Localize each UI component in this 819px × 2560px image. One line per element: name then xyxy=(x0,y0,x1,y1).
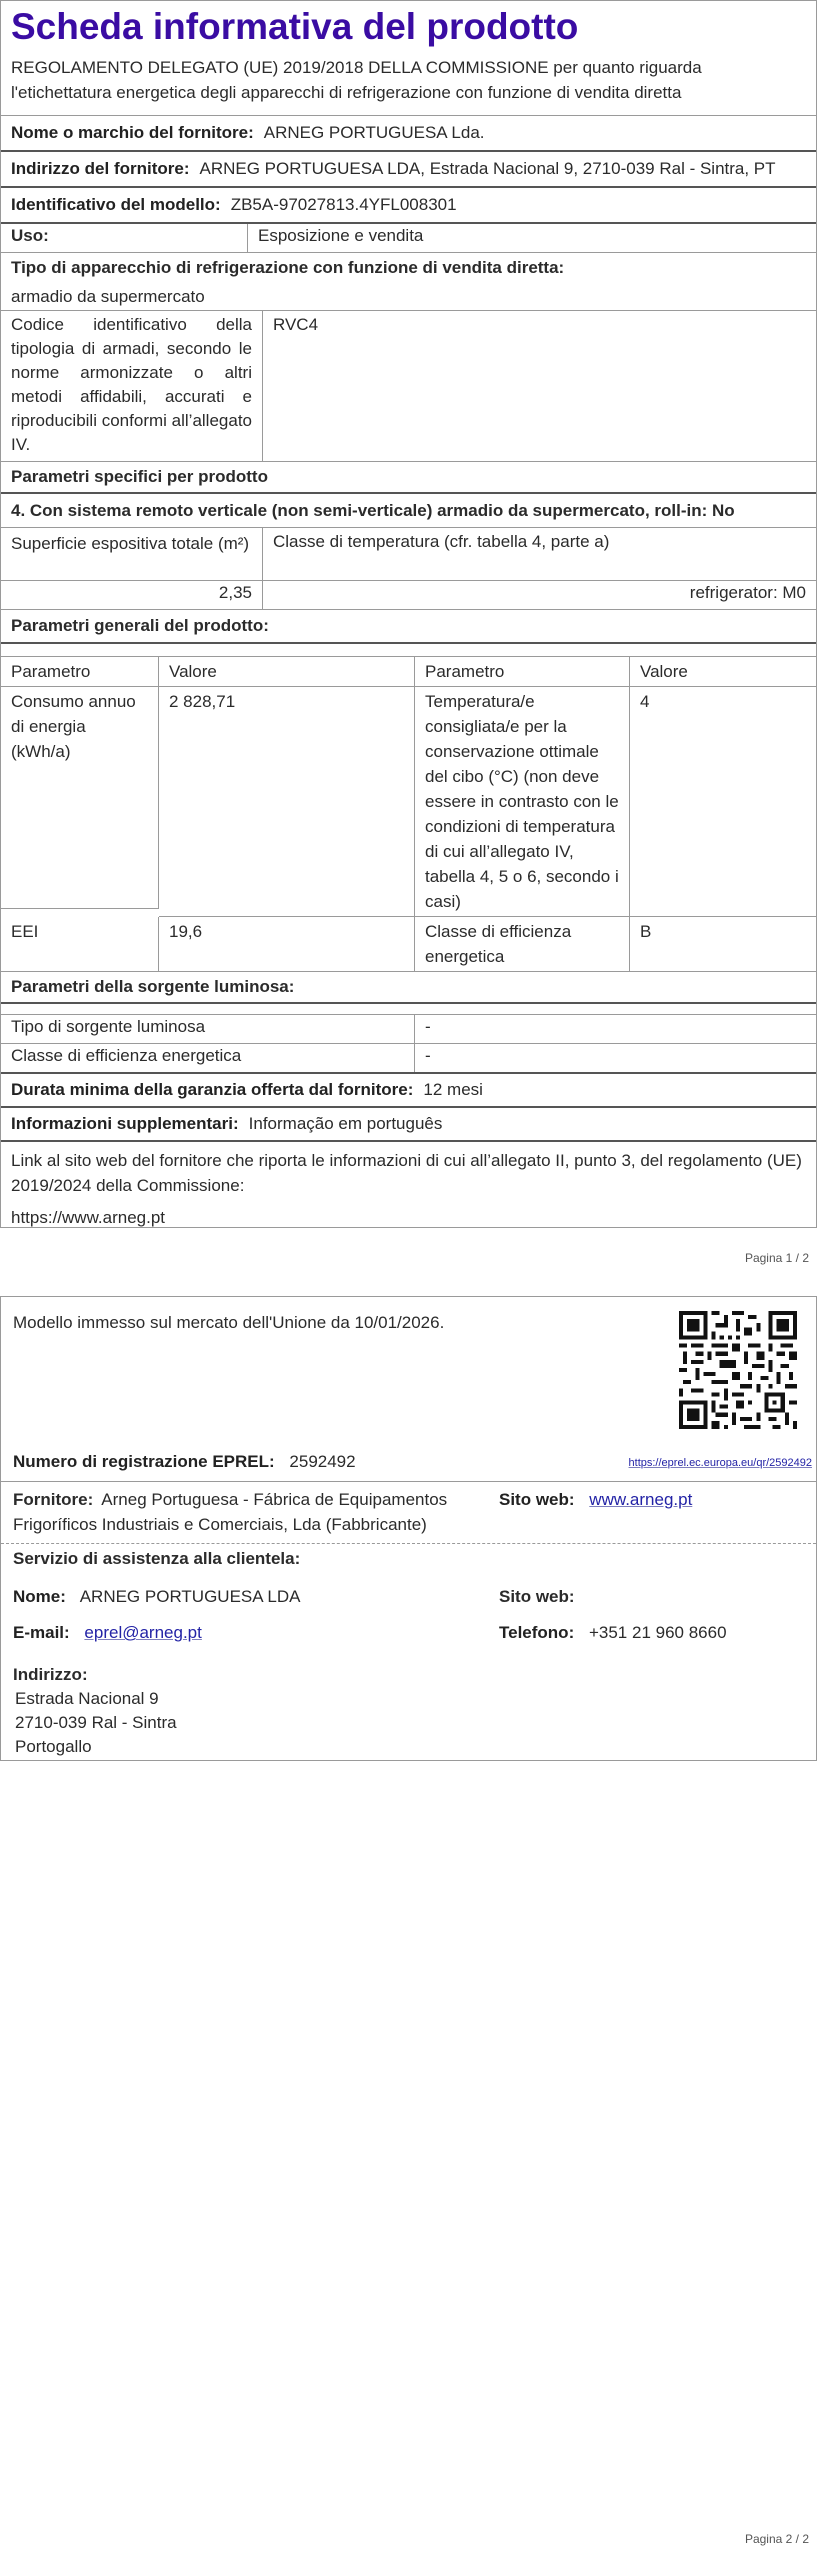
light-params-label: Parametri della sorgente luminosa: xyxy=(11,977,295,996)
address-label: Indirizzo: xyxy=(13,1665,88,1684)
light-class-row xyxy=(1,1044,816,1074)
page-number: Pagina 1 / 2 xyxy=(744,1251,809,1265)
regulation-intro: REGOLAMENTO DELEGATO (UE) 2019/2018 DELLA COMMISSIONE per quanto riguarda l'etichettatura energetica degli apparecchi di refrigerazione con funzione di vendita diretta xyxy=(1,49,816,116)
eei-label: EEI xyxy=(1,917,159,971)
extra-info-value: Informação em português xyxy=(248,1114,443,1133)
light-type-row xyxy=(1,1015,816,1044)
email-row xyxy=(13,1623,202,1643)
eei-value: 19,6 xyxy=(159,917,415,971)
eprel-row xyxy=(13,1452,356,1472)
model-value: ZB5A-97027813.4YFL008301 xyxy=(230,195,457,214)
name-value: ARNEG PORTUGUESA LDA xyxy=(79,1587,301,1606)
product-sheet-page-1 xyxy=(0,0,817,1228)
phone-value: +351 21 960 8660 xyxy=(588,1623,727,1642)
phone-label: Telefono: xyxy=(499,1623,575,1642)
qr-code[interactable] xyxy=(679,1311,797,1429)
temperature-label: Temperatura/e consigliata/e per la conservazione ottimale del cibo (°C) (non deve essere in contrasto con le condizioni di temperatura di cui all’allegato IV, tabella 4, 5 o 6, secondo i casi) xyxy=(415,687,630,917)
site-link[interactable]: www.arneg.pt xyxy=(589,1490,693,1509)
cabinet-code-value: RVC4 xyxy=(273,315,319,334)
eprel-label: Numero di registrazione EPREL: xyxy=(13,1452,275,1471)
efficiency-class-label: Classe di efficienza energetica xyxy=(415,917,630,971)
service-heading xyxy=(13,1549,300,1569)
supplier-block xyxy=(13,1487,491,1537)
website-text: Link al sito web del fornitore che riporta le informazioni di cui all’allegato II, punto 3, del regolamento (UE) 2019/2024 della Commissione: xyxy=(11,1151,802,1195)
table-header: Parametro xyxy=(1,657,159,687)
general-params-row xyxy=(1,610,816,644)
eprel-link[interactable]: https://eprel.ec.europa.eu/qr/2592492 xyxy=(628,1457,812,1469)
appliance-type-value: armadio da supermercato xyxy=(11,286,205,306)
table-header: Parametro xyxy=(415,657,630,687)
extra-info-row xyxy=(1,1108,816,1142)
warranty-label: Durata minima della garanzia offerta dal fornitore: xyxy=(11,1080,414,1099)
service-site-label: Sito web: xyxy=(499,1587,575,1606)
supplier-value: Arneg Portuguesa - Fábrica de Equipamentos Frigoríficos Industriais e Comerciais, Lda (Fabbricante) xyxy=(13,1490,448,1534)
email-label: E-mail: xyxy=(13,1623,70,1642)
model-row xyxy=(1,188,816,224)
appliance-type-label: Tipo di apparecchio di refrigerazione con funzione di vendita diretta: xyxy=(11,258,565,277)
appliance-type-label-row xyxy=(1,253,816,283)
temp-class-label: Classe di temperatura (cfr. tabella 4, parte a) xyxy=(273,532,610,551)
warranty-row xyxy=(1,1074,816,1108)
light-params-row xyxy=(1,972,816,1004)
name-label: Nome: xyxy=(13,1587,66,1606)
service-name-row xyxy=(13,1587,300,1607)
cabinet-code-row xyxy=(1,311,816,462)
table-header: Valore xyxy=(630,657,816,687)
eprel-value: 2592492 xyxy=(289,1452,356,1471)
market-text: Modello immesso sul mercato dell'Unione da 10/01/2026. xyxy=(13,1313,445,1332)
specific-params-row xyxy=(1,462,816,494)
table-header: Valore xyxy=(159,657,415,687)
warranty-value: 12 mesi xyxy=(423,1080,483,1099)
specific-params-label: Parametri specifici per prodotto xyxy=(11,467,268,486)
supplier-address-row xyxy=(1,152,816,188)
supplier-address-label: Indirizzo del fornitore: xyxy=(11,159,190,178)
light-class-value: - xyxy=(425,1046,431,1065)
temp-class-value: refrigerator: M0 xyxy=(689,583,806,602)
address-line: Portogallo xyxy=(15,1737,92,1756)
energy-label: Consumo annuo di energia (kWh/a) xyxy=(1,687,159,909)
address-line: 2710-039 Ral - Sintra xyxy=(15,1713,177,1732)
remote-system-label: 4. Con sistema remoto verticale (non semi-verticale) armadio da supermercato, roll-in: No xyxy=(11,500,735,520)
website-url: https://www.arneg.pt xyxy=(11,1208,166,1227)
use-row xyxy=(1,224,816,253)
site-block xyxy=(499,1487,692,1512)
appliance-type-value-row xyxy=(1,283,816,311)
energy-value: 2 828,71 xyxy=(159,687,415,917)
display-area-value: 2,35 xyxy=(1,581,263,609)
display-area-header-row xyxy=(1,528,816,581)
address-line: Estrada Nacional 9 xyxy=(15,1689,159,1708)
model-label: Identificativo del modello: xyxy=(11,195,221,214)
supplier-name-row xyxy=(1,116,816,152)
temperature-value: 4 xyxy=(630,687,816,917)
page-number: Pagina 2 / 2 xyxy=(744,2532,809,2546)
use-label: Uso: xyxy=(11,226,49,245)
service-label: Servizio di assistenza alla clientela: xyxy=(13,1549,301,1568)
supplier-address-value: ARNEG PORTUGUESA LDA, Estrada Nacional 9, 2710-039 Ral - Sintra, PT xyxy=(199,159,776,178)
page-title: Scheda informativa del prodotto xyxy=(11,6,579,47)
email-link[interactable]: eprel@arneg.pt xyxy=(84,1623,202,1642)
service-site-row xyxy=(499,1587,575,1607)
supplier-name-label: Nome o marchio del fornitore: xyxy=(11,123,254,142)
product-sheet-page-2 xyxy=(0,1296,817,1761)
supplier-name-value: ARNEG PORTUGUESA Lda. xyxy=(263,123,485,142)
address-block xyxy=(13,1663,177,1759)
remote-system-row xyxy=(1,494,816,528)
use-value: Esposizione e vendita xyxy=(258,226,424,245)
efficiency-class-value: B xyxy=(640,922,652,941)
cabinet-code-label: Codice identificativo della tipologia di armadi, secondo le norme armonizzate o altri metodi affidabili, accurati e riproducibili conformi all’allegato IV. xyxy=(1,311,263,461)
light-type-value: - xyxy=(425,1017,431,1036)
light-type-label: Tipo di sorgente luminosa xyxy=(1,1015,415,1043)
phone-row xyxy=(499,1623,727,1643)
display-area-value-row xyxy=(1,581,816,610)
general-params-table xyxy=(1,657,816,972)
site-label: Sito web: xyxy=(499,1490,575,1509)
light-class-label: Classe di efficienza energetica xyxy=(1,1044,415,1072)
display-area-label: Superficie espositiva totale (m²) xyxy=(1,528,263,580)
supplier-label: Fornitore: xyxy=(13,1490,94,1509)
extra-info-label: Informazioni supplementari: xyxy=(11,1114,239,1133)
general-params-label: Parametri generali del prodotto: xyxy=(11,616,269,635)
